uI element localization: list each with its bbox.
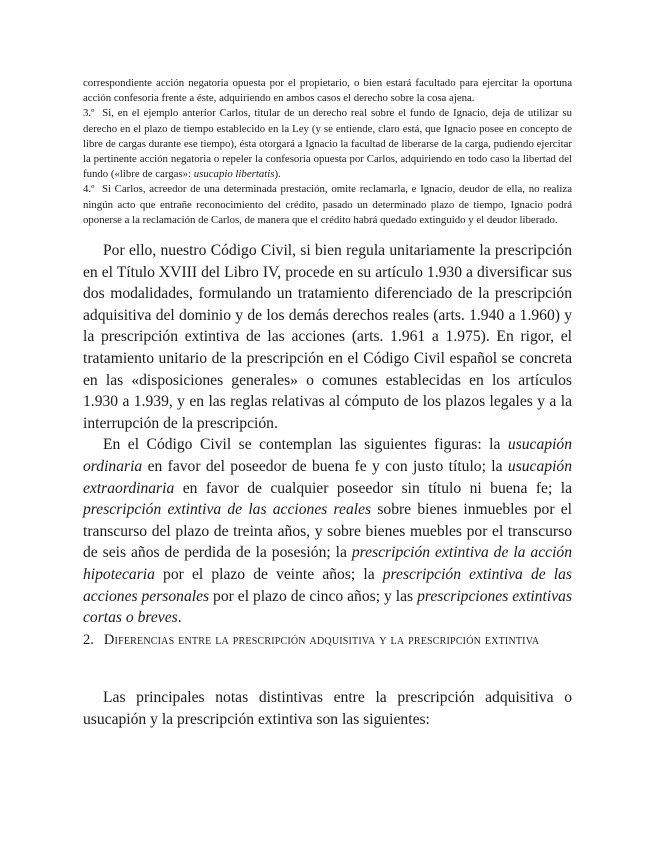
main-text-block: [83, 240, 572, 629]
body-paragraph-2: [83, 434, 572, 628]
footnote-item-3-italic: usucapio libertatis: [193, 168, 275, 181]
para2-italic-5: prescripción extintiva de las acciones personales: [83, 565, 572, 605]
body-paragraph-3: Las principales notas distintivas entre la prescripción adquisitiva o usucapión y la prescripción extintiva son las siguientes:: [83, 689, 572, 728]
footnotes-block: [83, 76, 572, 228]
para2-text-5: por el plazo de veinte años; la: [154, 565, 383, 583]
para2-text-2: en favor del poseedor de buena fe y con justo título; la: [142, 457, 508, 475]
para2-italic-3: prescripción extintiva de las acciones reales: [83, 501, 372, 519]
footnote-item-3-text: Si, en el ejemplo anterior Carlos, titular de un derecho real sobre el fundo de Ignacio, deja de utilizar su derecho en el plazo de tiempo establecido en la Ley (y se entiende, claro está, que Ignacio posee en concepto de libre de cargas durante ese tiempo), ésta otorgará a Ignacio la facultad de liberarse de la carga, pudiendo ejercitar la pertinente acción negatoria o repeler la confesoria opuesta por Carlos, adquiriendo en todo caso la libertad del fundo («libre de cargas»:: [83, 107, 572, 181]
para2-italic-1: usucapión ordinaria: [83, 436, 572, 475]
section-body: [83, 687, 572, 730]
footnote-item-3-end: ).: [274, 168, 281, 181]
para2-italic-4: prescripción extintiva de la acción hipotecaria: [83, 544, 572, 583]
para2-text-7: .: [177, 609, 182, 627]
para2-italic-6: prescripciones extintivas cortas o breves: [83, 587, 573, 627]
footnote-item-4-text: Si Carlos, acreedor de una determinada prestación, omite reclamarla, e Ignacio, deudor de ella, no realiza ningún acto que entrañe reconocimiento del crédito, pasado un determinado plazo de tiempo, Ignacio podrá oponerse a la reclamación de Carlos, de manera que el crédito habrá quedado extinguido y el deudor liberado.: [83, 183, 572, 226]
footnote-paragraph-continuation: correspondiente acción negatoria opuesta por el propietario, o bien estará facultado para ejercitar la oportuna acción confesoria frente a éste, adquiriendo en ambos casos el derecho sobre la cosa ajena.: [83, 77, 572, 105]
section-title: Diferencias entre la prescripción adquisitiva y la prescripción extintiva: [103, 632, 540, 648]
para2-italic-2: usucapión extraordinaria: [83, 457, 572, 497]
footnote-item-4-label: 4.º: [83, 183, 95, 196]
section-heading: [83, 629, 572, 651]
para2-text-3: en favor de cualquier poseedor sin título ni buena fe; la: [174, 479, 572, 497]
para2-text-6: por el plazo de cinco años; y las: [209, 587, 418, 605]
para2-text-1: En el Código Civil se contemplan las siguientes figuras: la: [103, 436, 508, 454]
body-paragraph-1: Por ello, nuestro Código Civil, si bien regula unitariamente la prescripción en el Título XVIII del Libro IV, procede en su artículo 1.930 a diversificar sus dos modalidades, formulando un tratamiento diferenciado de la prescripción adquisitiva del dominio y de los demás derechos reales (arts. 1.940 a 1.960) y la prescripción extintiva de las acciones (arts. 1.961 a 1.975). En rigor, el tratamiento unitario de la prescripción en el Código Civil español se concreta en las «disposiciones generales» o comunes establecidas en los artículos 1.930 a 1.939, y en las reglas relativas al cómputo de los plazos legales y a la interrupción de la prescripción.: [83, 242, 572, 432]
section-number: 2.: [83, 632, 94, 648]
footnote-item-3-label: 3.º: [83, 107, 95, 120]
footnote-item-3: [83, 106, 572, 182]
footnote-item-4: [83, 182, 572, 228]
para2-text-4: sobre bienes inmuebles por el transcurso del plazo de treinta años, y sobre bienes muebles por el transcurso de seis años de perdida de la posesión; la: [83, 501, 572, 562]
